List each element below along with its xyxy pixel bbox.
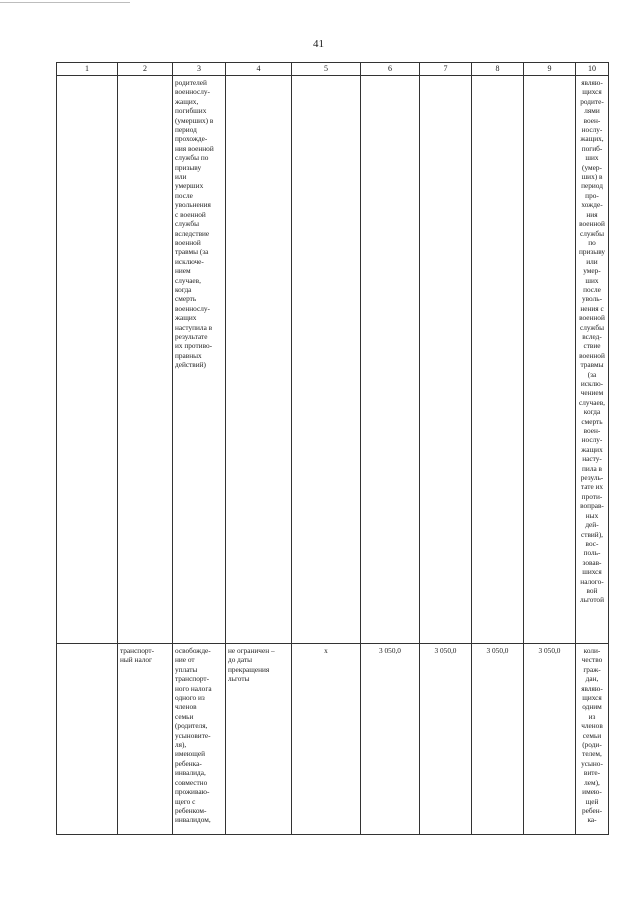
column-number: 8	[472, 63, 524, 76]
column-number: 2	[118, 63, 173, 76]
page-number: 41	[313, 38, 324, 50]
table-cell	[292, 76, 361, 644]
table-cell	[420, 76, 472, 644]
column-number: 5	[292, 63, 361, 76]
table-cell	[226, 76, 292, 644]
table-row	[57, 76, 609, 644]
table-cell: 3 050,0	[524, 644, 576, 835]
column-number: 7	[420, 63, 472, 76]
column-number: 6	[361, 63, 420, 76]
table-cell: родителей военнослу- жащих, погибших (умерших) в период прохожде- ния военной службы по призыву или умерших после увольнения с военной службы вследствие военной травмы (за исключе- нием случаев, когда смерть военнослу- жащих наступила в результате их противо- правных действий)	[173, 76, 226, 644]
table-cell: коли- чество граж- дан, являю- щихся одним из членов семьи (роди- телем, усыно- вите- лем), имею- щей ребен- ка-	[576, 644, 609, 835]
column-number: 4	[226, 63, 292, 76]
table-cell	[118, 76, 173, 644]
table-cell: освобожде- ние от уплаты транспорт- ного налога одного из членов семьи (родителя, усыновите- ля), имеющей ребенка- инвалида, совместно проживаю- щего с ребенком- инвалидом,	[173, 644, 226, 835]
column-number: 1	[57, 63, 118, 76]
table-cell: 3 050,0	[472, 644, 524, 835]
column-number: 3	[173, 63, 226, 76]
column-number: 9	[524, 63, 576, 76]
table-row	[57, 644, 609, 835]
table-cell	[57, 76, 118, 644]
table-cell: не ограничен – до даты прекращения льготы	[226, 644, 292, 835]
table-cell	[57, 644, 118, 835]
top-rule	[0, 2, 130, 3]
table-cell: 3 050,0	[361, 644, 420, 835]
column-number: 10	[576, 63, 609, 76]
table-cell	[524, 76, 576, 644]
table-cell: являю- щихся родите- лями воен- нослу- жащих, погиб- ших (умер- ших) в период про- хожде- ния военной службы по призыву или умер- ших после уволь- нения с военной службы вслед- ствие военной травмы (за исклю- чением случаев, когда смерть воен- нослу- жащих насту- пила в резуль- тате их проти- воправ- ных дей- ствий), вос- поль- зовав- шихся налого- вой льготой	[576, 76, 609, 644]
benefits-table	[56, 62, 609, 835]
table-cell: 3 050,0	[420, 644, 472, 835]
table-cell: x	[292, 644, 361, 835]
table-cell	[472, 76, 524, 644]
column-numbers-row	[57, 63, 609, 76]
table-cell: транспорт- ный налог	[118, 644, 173, 835]
table-cell	[361, 76, 420, 644]
